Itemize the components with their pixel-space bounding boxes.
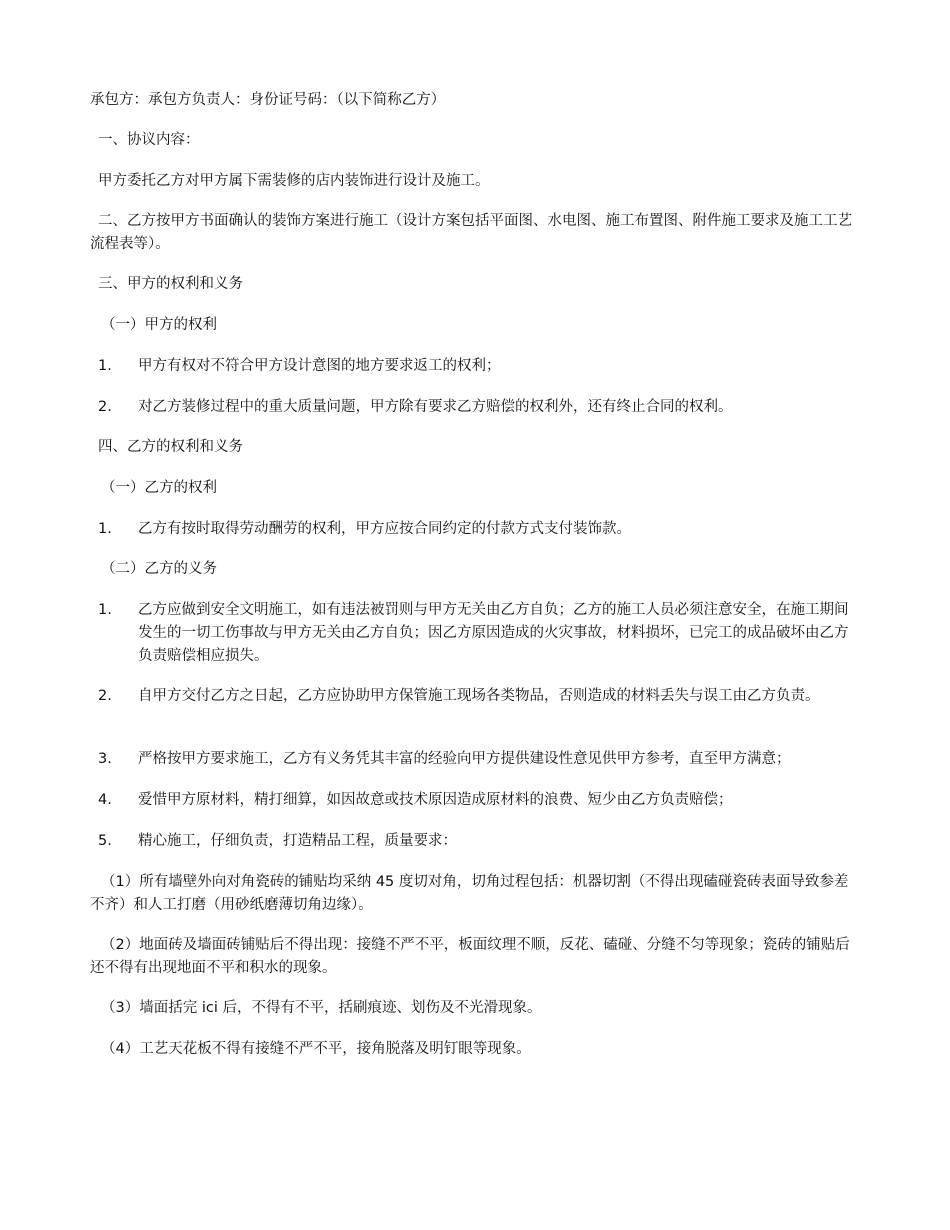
section-heading-agreement: 一、协议内容： [98, 132, 200, 148]
list-number: 4. [98, 792, 112, 808]
section-two-paragraph: 二、乙方按甲方书面确认的装饰方案进行施工（设计方案包括平面图、水电图、施工布置图、附件施工要求及施工工艺流程表等）。 [90, 213, 852, 252]
quality-requirement-3: （3）墙面括完 ici 后，不得有不平，括刷痕迹、划伤及不光滑现象。 [101, 1000, 542, 1016]
subheading-party-b-rights: （一）乙方的权利 [101, 480, 217, 496]
list-number: 3. [98, 751, 112, 767]
list-item: 精心施工，仔细负责，打造精品工程，质量要求： [138, 833, 457, 849]
list-item: 自甲方交付乙方之日起，乙方应协助甲方保管施工现场各类物品，否则造成的材料丢失与误工由乙方负责。 [138, 688, 820, 704]
list-item: 乙方应做到安全文明施工，如有违法被罚则与甲方无关由乙方自负；乙方的施工人员必须注意安全，在施工期间发生的一切工伤事故与甲方无关由乙方自负；因乙方原因造成的火灾事故，材料损坏，已完工的成品破坏由乙方负责赔偿相应损失。 [138, 602, 849, 664]
list-number: 2. [98, 688, 112, 704]
list-number: 5. [98, 833, 112, 849]
list-item: 对乙方装修过程中的重大质量问题，甲方除有要求乙方赔偿的权利外，还有终止合同的权利。 [138, 399, 733, 415]
quality-requirement-2: （2）地面砖及墙面砖铺贴后不得出现：接缝不严不平，板面纹理不顺，反花、磕碰、分缝不匀等现象；瓷砖的铺贴后还不得有出现地面不平和积水的现象。 [90, 937, 850, 976]
party-b-line: 承包方：承包方负责人：身份证号码：（以下简称乙方） [90, 92, 446, 108]
subheading-party-a-rights: （一）甲方的权利 [101, 317, 217, 333]
section-heading-party-a: 三、甲方的权利和义务 [98, 276, 243, 292]
list-item: 严格按甲方要求施工，乙方有义务凭其丰富的经验向甲方提供建设性意见供甲方参考，直至甲方满意； [138, 751, 791, 767]
list-item: 乙方有按时取得劳动酬劳的权利，甲方应按合同约定的付款方式支付装饰款。 [138, 521, 631, 537]
list-number: 2. [98, 399, 112, 415]
list-item: 爱惜甲方原材料，精打细算，如因故意或技术原因造成原材料的浪费、短少由乙方负责赔偿； [138, 792, 733, 808]
quality-requirement-4: （4）工艺天花板不得有接缝不严不平，接角脱落及明钉眼等现象。 [101, 1041, 531, 1057]
subheading-party-b-duties: （二）乙方的义务 [101, 561, 217, 577]
list-number: 1. [98, 521, 112, 537]
quality-requirement-1: （1）所有墙壁外向对角瓷砖的铺贴均采纳 45 度切对角，切角过程包括：机器切割（不得出现磕碰瓷砖表面导致参差不齐）和人工打磨（用砂纸磨薄切角边缘）。 [90, 874, 849, 913]
section-heading-party-b: 四、乙方的权利和义务 [98, 439, 243, 455]
list-number: 1. [98, 602, 112, 618]
list-number: 1. [98, 358, 112, 374]
agreement-paragraph: 甲方委托乙方对甲方属下需装修的店内装饰进行设计及施工。 [98, 173, 490, 189]
list-item: 甲方有权对不符合甲方设计意图的地方要求返工的权利； [138, 358, 501, 374]
